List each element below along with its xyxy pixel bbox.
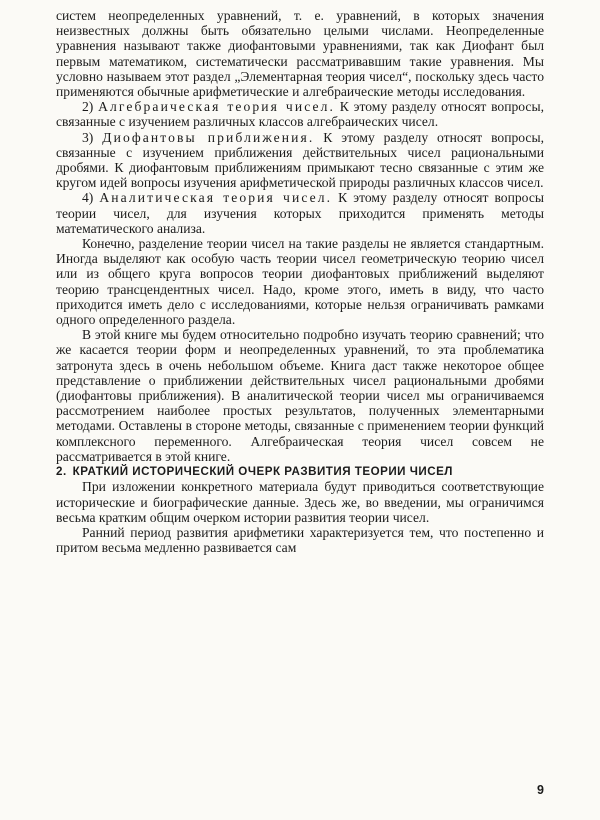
section-title: Аналитическая теория чисел.	[99, 190, 333, 206]
paragraph-early-period: Ранний период развития арифметики характеризуется тем, что постепенно и притом весьма медленно развивается сам	[56, 524, 544, 556]
section-diophantine-approximations	[56, 130, 544, 191]
paragraph-intro-history: При изложении конкретного материала будут приводиться соответствующие исторические и биографические данные. Здесь же, во введении, мы ограничимся весьма кратким общим очерком истории развития теории чисел.	[56, 479, 544, 525]
section-heading-number: 2.	[56, 465, 67, 479]
section-title: Диофантовы приближения.	[102, 129, 315, 145]
section-text: К этому разделу относят вопросы теории чисел, для изучения которых приходится применять методы математического анализа.	[56, 190, 544, 236]
section-algebraic-theory	[56, 99, 544, 129]
paragraph-division-note: Конечно, разделение теории чисел на такие разделы не является стандартным. Иногда выделяют как особую часть теории чисел геометрическую теорию чисел или из общего круга вопросов теории диофантовых приближений выделяют теорию трансцендентных чисел. Надо, кроме этого, иметь в виду, что часто приходится иметь дело с исследованиями, которые нельзя ограничивать рамками одного определенного раздела.	[56, 236, 544, 328]
section-text: К этому разделу относят вопросы, связанные с изучением различных классов алгебраических чисел.	[56, 99, 544, 130]
section-marker: 2)	[82, 99, 94, 115]
section-marker: 4)	[82, 190, 94, 206]
section-analytic-theory	[56, 190, 544, 236]
section-heading	[56, 464, 544, 479]
paragraph-book-scope: В этой книге мы будем относительно подробно изучать теорию сравнений; что же касается теории форм и неопределенных уравнений, то эта проблематика затронута здесь в очень небольшом объеме. Книга даст также некоторое общее представление о приближении действительных чисел рациональными дробями (диофантовы приближения). В аналитической теории чисел мы ограничиваемся рассмотрением наиболее простых результатов, полученных элементарными методами. Оставлены в стороне методы, связанные с применением теории функций комплексного переменного. Алгебраическая теория чисел совсем не рассматривается в этой книге.	[56, 327, 544, 464]
section-title: Алгебраическая теория чисел.	[98, 99, 336, 115]
paragraph-continued: систем неопределенных уравнений, т. е. уравнений, в которых значения неизвестных должны быть обязательно целыми числами. Неопределенные уравнения называют также диофантовыми уравнениями, так как Диофант был первым математиком, систематически рассматривавшим такие уравнения. Мы условно называем этот раздел „Элементарная теория чисел“, поскольку здесь часто применяются обычные арифметические и алгебраические методы исследования.	[56, 8, 544, 100]
section-marker: 3)	[82, 129, 94, 145]
section-text: К этому разделу относят вопросы, связанные с изучением приближения действительных чисел рациональными дробями. К диофантовым приближениям примыкают тесно связанные с этим же кругом идей вопросы изучения арифметической природы различных классов чисел.	[56, 129, 544, 191]
page-number: 9	[537, 783, 544, 797]
page-body	[56, 8, 544, 555]
section-heading-title: КРАТКИЙ ИСТОРИЧЕСКИЙ ОЧЕРК РАЗВИТИЯ ТЕОРИИ ЧИСЕЛ	[72, 465, 453, 479]
